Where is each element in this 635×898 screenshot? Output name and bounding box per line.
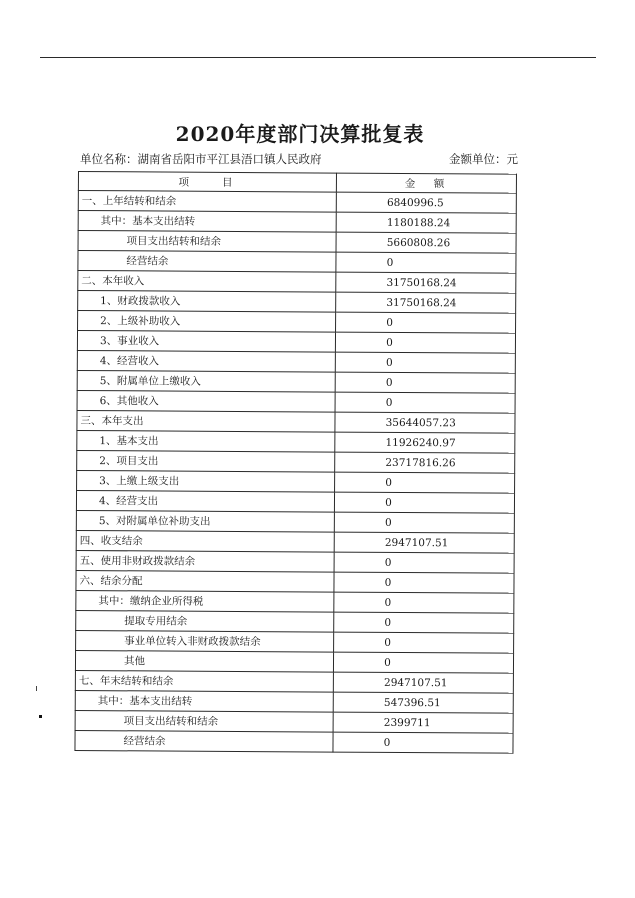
table-row <box>76 630 514 653</box>
table-body <box>75 172 517 754</box>
row-amount: 0 <box>336 332 516 353</box>
top-rule <box>40 57 596 58</box>
table-row <box>77 350 515 373</box>
row-amount: 0 <box>335 392 515 413</box>
row-amount: 31750168.24 <box>336 292 516 313</box>
table-row <box>77 470 515 493</box>
table-row <box>76 610 514 633</box>
row-amount: 2947107.51 <box>334 532 514 553</box>
row-label: 三、本年支出 <box>77 410 335 432</box>
budget-table <box>74 171 517 754</box>
table-row <box>76 510 514 533</box>
row-label: 2、上级补助收入 <box>78 311 336 333</box>
row-label: 4、经营收入 <box>77 350 335 372</box>
row-label: 5、附属单位上缴收入 <box>77 370 335 392</box>
row-amount: 547396.51 <box>333 692 513 713</box>
table-row <box>76 530 514 553</box>
table-row <box>78 311 516 334</box>
row-label: 提取专用结余 <box>76 610 334 632</box>
table-row <box>76 550 514 573</box>
table-row <box>77 331 515 354</box>
row-label: 2、项目支出 <box>77 450 335 472</box>
row-label: 4、经营支出 <box>76 490 334 512</box>
row-label: 1、基本支出 <box>77 430 335 452</box>
row-amount: 11926240.97 <box>335 432 515 453</box>
table-row <box>75 650 513 673</box>
row-amount: 0 <box>336 252 516 273</box>
document-title: 2020年度部门决算批复表 <box>175 122 425 146</box>
row-amount: 2399711 <box>333 712 513 733</box>
table-row <box>78 291 516 314</box>
row-amount: 0 <box>334 612 514 633</box>
row-label: 项目支出结转和结余 <box>78 231 336 253</box>
row-amount: 0 <box>334 652 514 673</box>
header-amount: 金 额 <box>337 173 517 193</box>
table-row <box>75 730 513 753</box>
row-amount: 23717816.26 <box>335 452 515 473</box>
table-row <box>76 590 514 613</box>
scan-mark <box>39 715 42 718</box>
row-amount: 1180188.24 <box>336 212 516 233</box>
table-row <box>77 430 515 453</box>
row-amount: 0 <box>334 512 514 533</box>
header-item: 项 目 <box>78 172 336 193</box>
row-label: 六、结余分配 <box>76 570 334 592</box>
table-row <box>75 710 513 733</box>
row-label: 其中：基本支出结转 <box>78 211 336 233</box>
row-amount: 31750168.24 <box>336 272 516 293</box>
row-amount: 0 <box>334 572 514 593</box>
row-label: 项目支出结转和结余 <box>75 710 333 732</box>
table-row <box>78 271 516 294</box>
amount-unit-label: 金额单位：元 <box>449 152 518 166</box>
row-label: 经营结余 <box>78 251 336 273</box>
row-label: 其中：缴纳企业所得税 <box>76 590 334 612</box>
row-label: 3、事业收入 <box>77 331 335 353</box>
row-amount: 0 <box>334 592 514 613</box>
row-amount: 0 <box>334 552 514 573</box>
unit-name-label: 单位名称：湖南省岳阳市平江县浯口镇人民政府 <box>80 152 322 166</box>
row-label: 其他 <box>75 650 333 672</box>
row-label: 一、上年结转和结余 <box>78 191 336 213</box>
table-row <box>75 690 513 713</box>
row-label: 二、本年收入 <box>78 271 336 293</box>
row-label: 经营结余 <box>75 730 333 752</box>
row-label: 四、收支结余 <box>76 530 334 552</box>
row-amount: 0 <box>335 352 515 373</box>
row-label: 6、其他收入 <box>77 390 335 412</box>
row-amount: 0 <box>334 632 514 653</box>
row-amount: 5660808.26 <box>336 232 516 253</box>
row-label: 七、年末结转和结余 <box>75 670 333 692</box>
table-row <box>78 191 516 214</box>
row-amount: 6840996.5 <box>336 192 516 213</box>
row-amount: 0 <box>333 732 513 753</box>
table-row <box>77 410 515 433</box>
row-label: 3、上缴上级支出 <box>77 470 335 492</box>
row-amount: 0 <box>335 372 515 393</box>
row-label: 1、财政拨款收入 <box>78 291 336 313</box>
row-amount: 0 <box>335 472 515 493</box>
row-label: 事业单位转入非财政拨款结余 <box>76 630 334 652</box>
row-amount: 35644057.23 <box>335 412 515 433</box>
table-row <box>78 211 516 234</box>
row-label: 5、对附属单位补助支出 <box>76 510 334 532</box>
row-amount: 0 <box>336 312 516 333</box>
table-row <box>77 390 515 413</box>
table-row <box>77 370 515 393</box>
table-row <box>78 251 516 274</box>
table-row <box>76 490 514 513</box>
scan-mark <box>36 686 37 691</box>
row-label: 其中：基本支出结转 <box>75 690 333 712</box>
table-row <box>77 450 515 473</box>
row-amount: 0 <box>335 492 515 513</box>
row-amount: 2947107.51 <box>333 672 513 693</box>
table-row <box>75 670 513 693</box>
table-row <box>76 570 514 593</box>
table-row <box>78 231 516 254</box>
row-label: 五、使用非财政拨款结余 <box>76 550 334 572</box>
